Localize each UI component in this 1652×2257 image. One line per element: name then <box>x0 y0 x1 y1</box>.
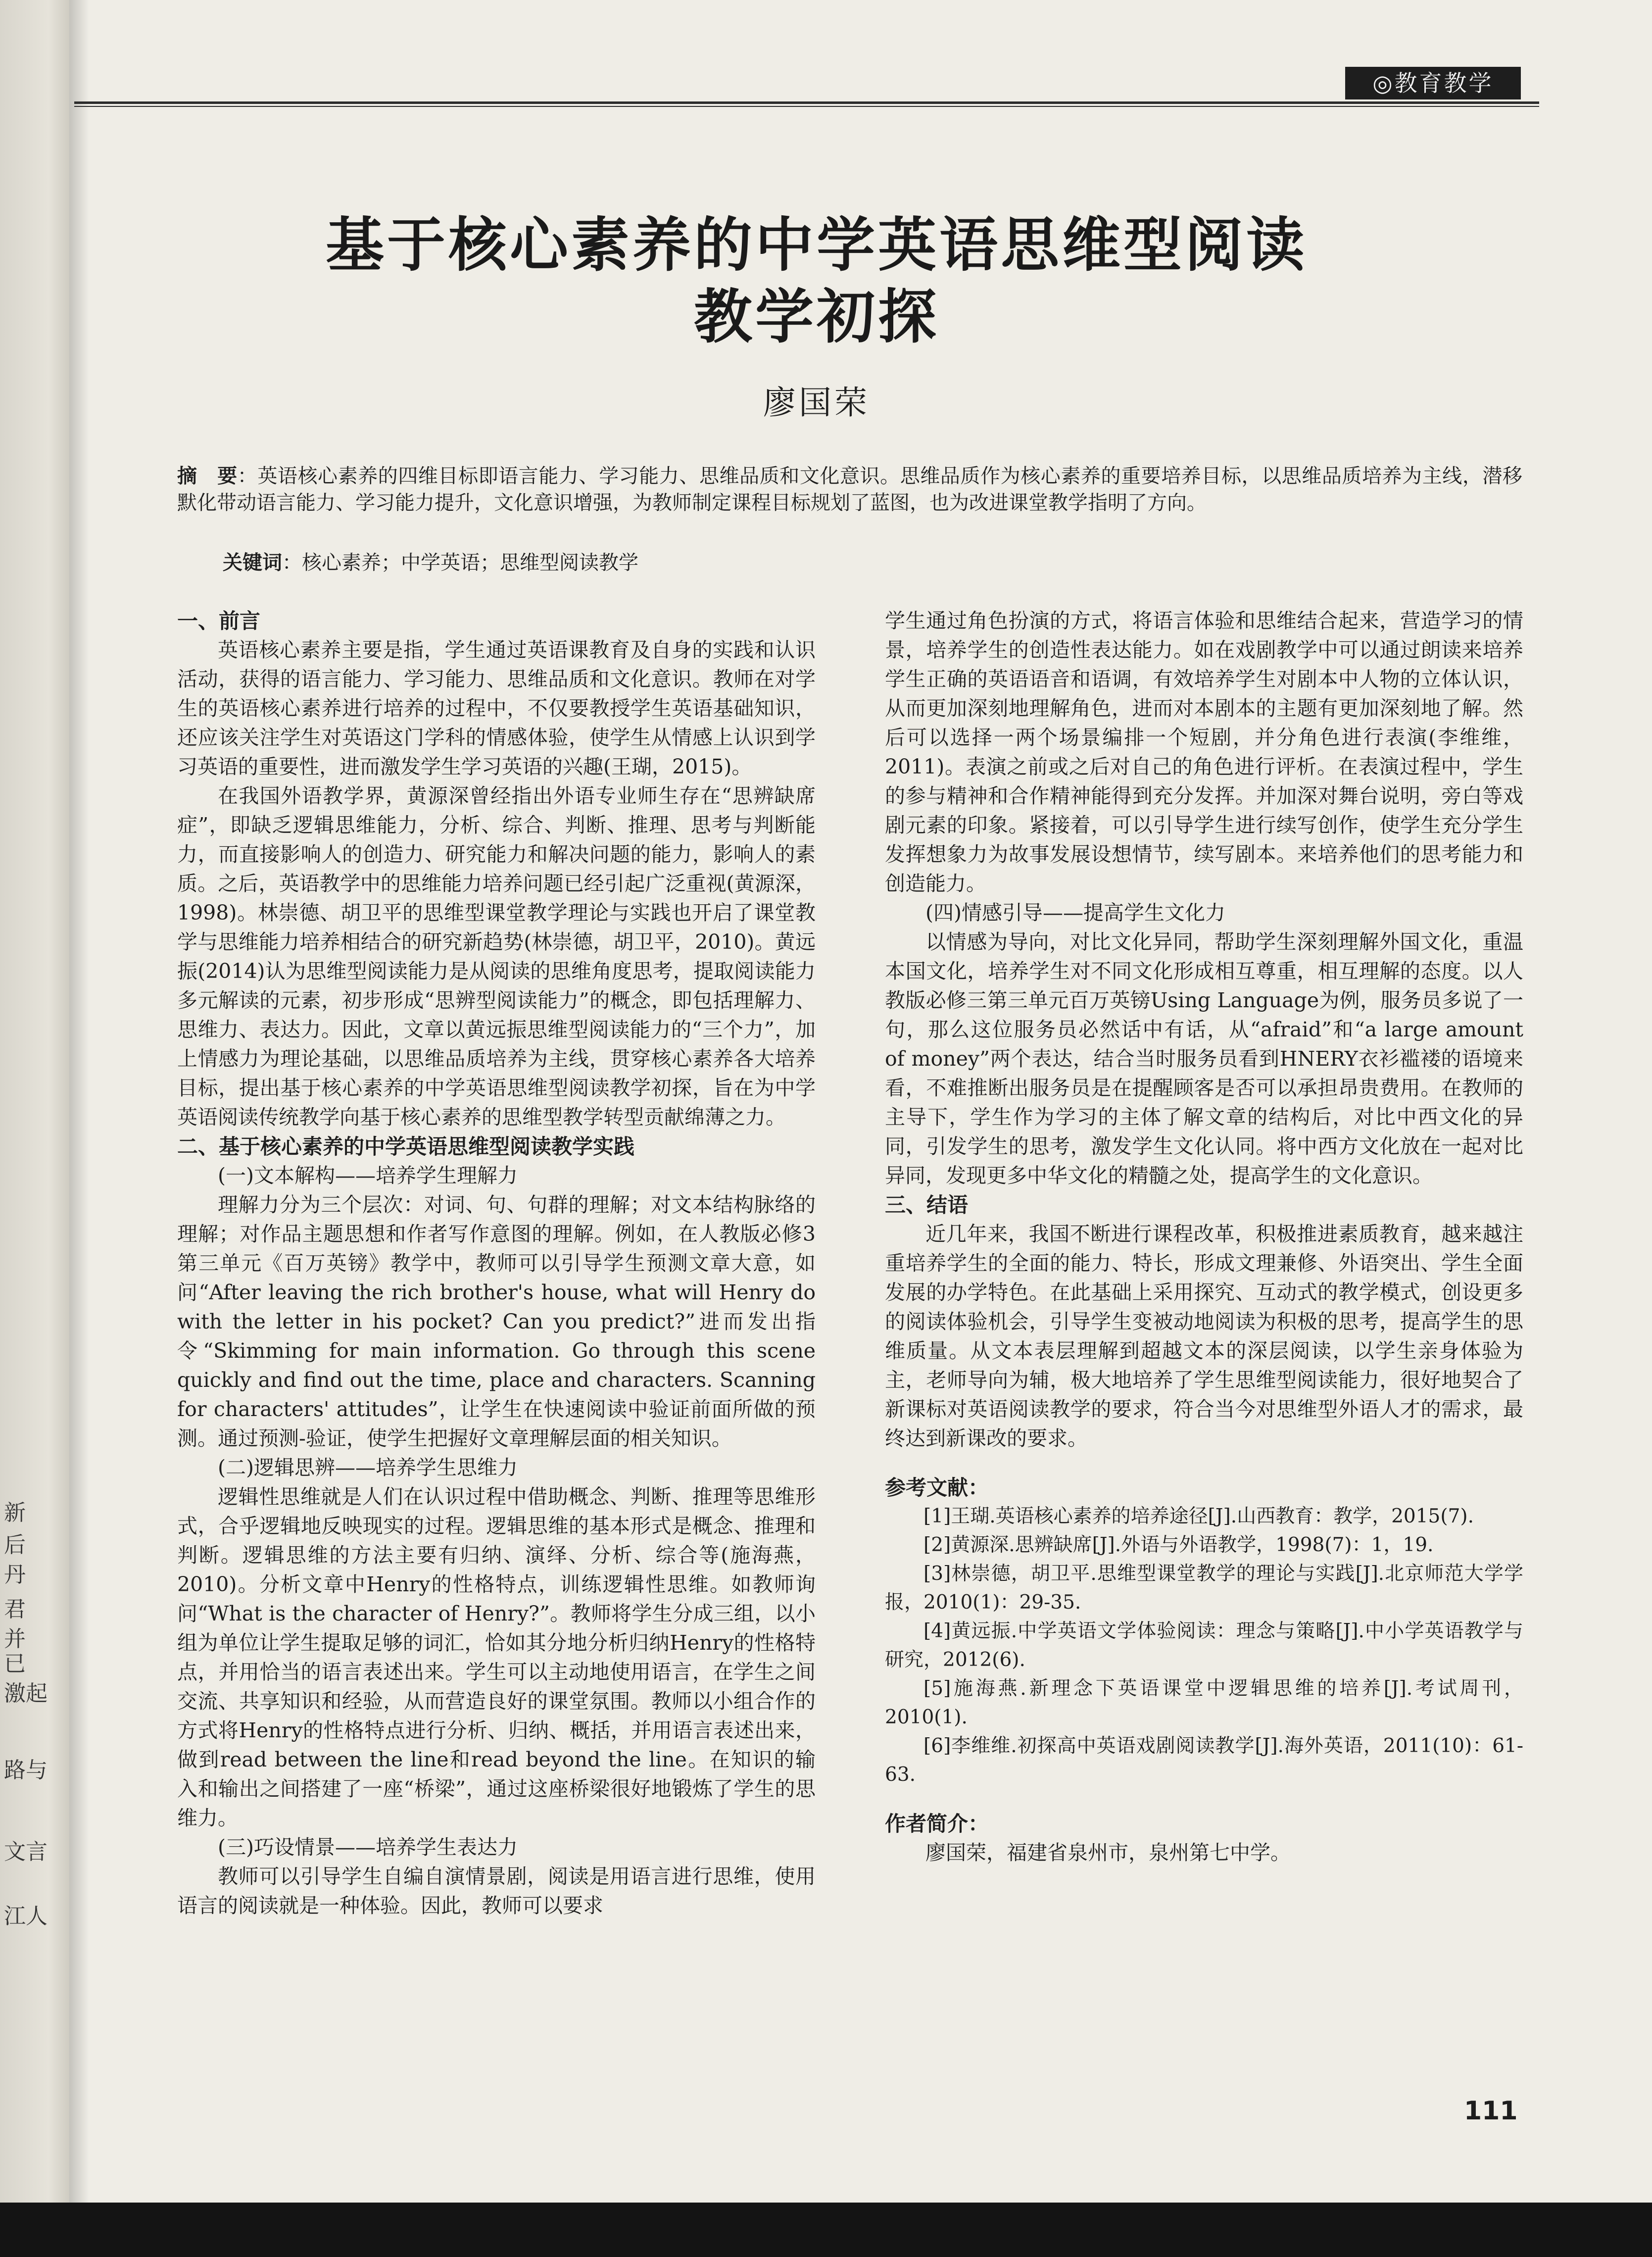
subsection-heading: (二)逻辑思辨——培养学生思维力 <box>218 1456 518 1479</box>
keywords-label: 关键词 <box>223 551 282 574</box>
gutter-char: 文言 <box>4 1839 48 1864</box>
subsection-heading: (四)情感引导——提高学生文化力 <box>925 901 1225 925</box>
paragraph: 理解力分为三个层次：对词、句、句群的理解；对文本结构脉络的理解；对作品主题思想和作者写作意图的理解。例如，在人教版必修3第三单元《百万英镑》教学中，教师可以引导学生预测文章大意，如问“After leaving the rich brother's house, what will Henry do with the letter in his pocket? Can you predict?”进而发出指令“Skimming for main information. Go through this scene quickly and find out the time, place and characters. Scanning for characters' attitudes”，让学生在快速阅读中验证前面所做的预测。通过预测-验证，使学生把握好文章理解层面的相关知识。 <box>177 1193 816 1450</box>
gutter-char: 君 <box>4 1597 26 1622</box>
reference-item: [3]林崇德，胡卫平.思维型课堂教学的理论与实践[J].北京师范大学学报，2010(1)：29-35. <box>885 1563 1523 1614</box>
section-heading: 参考文献： <box>885 1475 989 1500</box>
gutter-char: 新 <box>4 1500 26 1525</box>
article-title-line2: 教学初探 <box>693 283 939 351</box>
reference-item: [2]黄源深.思辨缺席[J].外语与外语教学，1998(7)：1，19. <box>923 1534 1434 1556</box>
paragraph: 教师可以引导学生自编自演情景剧，阅读是用语言进行思维，使用语言的阅读就是一种体验。因此，教师可以要求 <box>177 1864 816 1917</box>
gutter-char: 并 <box>4 1626 26 1652</box>
reference-item: [1]王瑚.英语核心素养的培养途径[J].山西教育：教学，2015(7). <box>923 1505 1474 1527</box>
abstract: 摘 要：英语核心素养的四维目标即语言能力、学习能力、思维品质和文化意识。思维品质作为核心素养的重要培养目标，以思维品质培养为主线，潜移默化带动语言能力、学习能力提升，文化意识增强，为教师制定课程目标规划了蓝图，也为改进课堂教学指明了方向。 <box>177 465 1523 514</box>
scan-bottom-edge <box>0 2203 1652 2257</box>
section-tag: ◎教育教学 <box>1345 67 1521 99</box>
gutter-char: 激起 <box>4 1681 48 1706</box>
reference-item: [5]施海燕.新理念下英语课堂中逻辑思维的培养[J].考试周刊，2010(1). <box>885 1677 1523 1728</box>
article-author: 廖国荣 <box>763 384 870 422</box>
subsection-heading: (一)文本解构——培养学生理解力 <box>218 1164 518 1187</box>
section-heading: 一、前言 <box>177 609 261 633</box>
left-column <box>177 606 816 1920</box>
section-heading: 二、基于核心素养的中学英语思维型阅读教学实践 <box>177 1134 635 1159</box>
gutter-char: 已 <box>4 1651 26 1676</box>
article-title-line1: 基于核心素养的中学英语思维型阅读 <box>325 211 1308 279</box>
gutter-char: 路与 <box>4 1758 48 1783</box>
abstract-text: 英语核心素养的四维目标即语言能力、学习能力、思维品质和文化意识。思维品质作为核心素养的重要培养目标，以思维品质培养为主线，潜移默化带动语言能力、学习能力提升，文化意识增强，为教师制定课程目标规划了蓝图，也为改进课堂教学指明了方向。 <box>177 465 1523 514</box>
paragraph: 在我国外语教学界，黄源深曾经指出外语专业师生存在“思辨缺席症”，即缺乏逻辑思维能力，分析、综合、判断、推理、思考与判断能力，而直接影响人的创造力、研究能力和解决问题的能力，影响人的素质。之后，英语教学中的思维能力培养问题已经引起广泛重视(黄源深，1998)。林崇德、胡卫平的思维型课堂教学理论与实践也开启了课堂教学与思维能力培养相结合的研究新趋势(林崇德，胡卫平，2010)。黄远振(2014)认为思维型阅读能力是从阅读的思维角度思考，提取阅读能力多元解读的元素，初步形成“思辨型阅读能力”的概念，即包括理解力、思维力、表达力。因此，文章以黄远振思维型阅读能力的“三个力”，加上情感力为理论基础，以思维品质培养为主线，贯穿核心素养各大培养目标，提出基于核心素养的中学英语思维型阅读教学初探，旨在为中学英语阅读传统教学向基于核心素养的思维型教学转型贡献绵薄之力。 <box>177 784 816 1129</box>
reference-item: [6]李维维.初探高中英语戏剧阅读教学[J].海外英语，2011(10)：61-63. <box>885 1735 1523 1786</box>
gutter-char: 后 <box>4 1532 26 1558</box>
keywords-text: 核心素养；中学英语；思维型阅读教学 <box>302 551 638 574</box>
right-column <box>885 606 1523 1867</box>
gutter-char: 江人 <box>4 1904 48 1929</box>
keywords: 关键词：核心素养；中学英语；思维型阅读教学 <box>223 551 638 574</box>
page-number: 111 <box>1464 2096 1518 2126</box>
paragraph: 廖国荣，福建省泉州市，泉州第七中学。 <box>925 1841 1291 1864</box>
subsection-heading: (三)巧设情景——培养学生表达力 <box>218 1835 518 1859</box>
header-rule-thin <box>74 106 1539 107</box>
section-heading: 三、结语 <box>885 1193 969 1217</box>
abstract-label: 摘 要 <box>177 465 238 488</box>
gutter-char: 丹 <box>4 1562 26 1587</box>
paragraph: 学生通过角色扮演的方式，将语言体验和思维结合起来，营造学习的情景，培养学生的创造性表达能力。如在戏剧教学中可以通过朗读来培养学生正确的英语语音和语调，有效培养学生对剧本中人物的立体认识，从而更加深刻地理解角色，进而对本剧本的主题有更加深刻地了解。然后可以选择一两个场景编排一个短剧，并分角色进行表演(李维维，2011)。表演之前或之后对自己的角色进行评析。在表演过程中，学生的参与精神和合作精神能得到充分发挥。并加深对舞台说明，旁白等戏剧元素的印象。紧接着，可以引导学生进行续写创作，使学生充分学生发挥想象力为故事发展设想情节，续写剧本。来培养他们的思考能力和创造能力。 <box>885 609 1523 895</box>
header-rule <box>74 101 1539 104</box>
reference-item: [4]黄远振.中学英语文学体验阅读：理念与策略[J].中小学英语教学与研究，2012(6). <box>885 1620 1523 1671</box>
paragraph: 英语核心素养主要是指，学生通过英语课教育及自身的实践和认识活动，获得的语言能力、学习能力、思维品质和文化意识。教师在对学生的英语核心素养进行培养的过程中，不仅要教授学生英语基础知识，还应该关注学生对英语这门学科的情感体验，使学生从情感上认识到学习英语的重要性，进而激发学生学习英语的兴趣(王瑚，2015)。 <box>177 638 816 779</box>
section-heading: 作者简介： <box>885 1812 989 1836</box>
paragraph: 近几年来，我国不断进行课程改革，积极推进素质教育，越来越注重培养学生的全面的能力、特长，形成文理兼修、外语突出、学生全面发展的办学特色。在此基础上采用探究、互动式的教学模式，创设更多的阅读体验机会，引导学生变被动地阅读为积极的思考，提高学生的思维质量。从文本表层理解到超越文本的深层阅读，以学生亲身体验为主，老师导向为辅，极大地培养了学生思维型阅读能力，很好地契合了新课标对英语阅读教学的要求，符合当今对思维型外语人才的需求，最终达到新课改的要求。 <box>885 1222 1523 1450</box>
paragraph: 逻辑性思维就是人们在认识过程中借助概念、判断、推理等思维形式，合乎逻辑地反映现实的过程。逻辑思维的基本形式是概念、推理和判断。逻辑思维的方法主要有归纳、演绎、分析、综合等(施海燕，2010)。分析文章中Henry的性格特点，训练逻辑性思维。如教师询问“What is the character of Henry?”。教师将学生分成三组，以小组为单位让学生提取足够的词汇，恰如其分地分析归纳Henry的性格特点，并用恰当的语言表述出来。学生可以主动地使用语言，在学生之间交流、共享知识和经验，从而营造良好的课堂氛围。教师以小组合作的方式将Henry的性格特点进行分析、归纳、概括，并用语言表述出来，做到read between the line和read beyond the line。在知识的输入和输出之间搭建了一座“桥梁”，通过这座桥梁很好地锻炼了学生的思维力。 <box>177 1485 816 1830</box>
paragraph: 以情感为导向，对比文化异同，帮助学生深刻理解外国文化，重温本国文化，培养学生对不同文化形成相互尊重，相互理解的态度。以人教版必修三第三单元百万英镑Using Language为例，服务员多说了一句，那么这位服务员必然话中有话，从“afraid”和“a large amount of money”两个表达，结合当时服务员看到HNERY衣衫褴褛的语境来看，不难推断出服务员是在提醒顾客是否可以承担昂贵费用。在教师的主导下，学生作为学习的主体了解文章的结构后，对比中西文化的异同，引发学生的思考，激发学生文化认同。将中西方文化放在一起对比异同，发现更多中华文化的精髓之处，提高学生的文化意识。 <box>885 930 1523 1187</box>
